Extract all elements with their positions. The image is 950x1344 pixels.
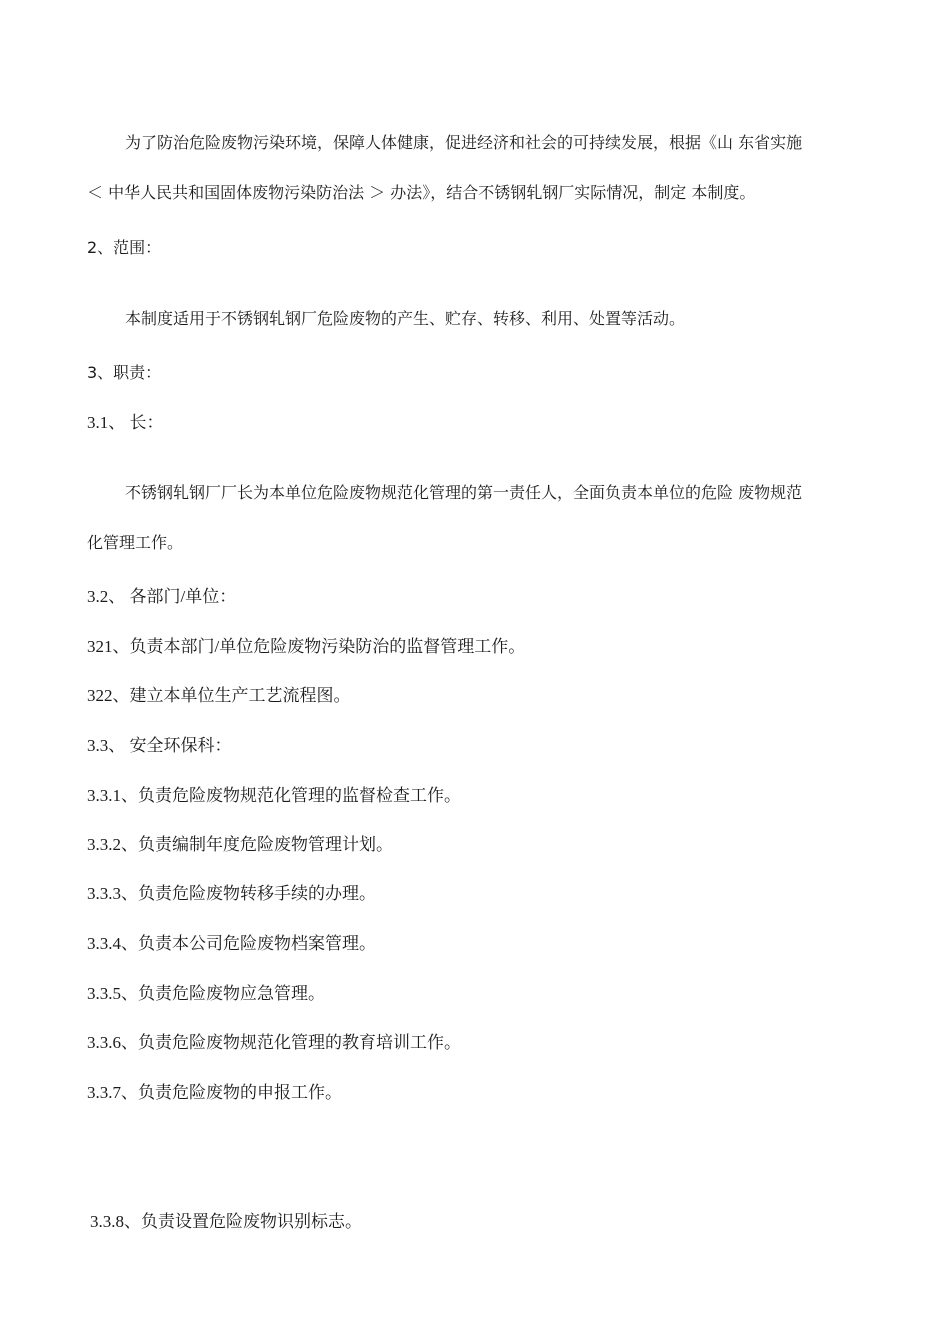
list-item	[87, 1083, 342, 1103]
list-item-text: 3.3.4、负责本公司危险废物档案管理。	[87, 934, 376, 953]
section-3-3-heading-text: 3.3、 安全环保科：	[87, 736, 232, 755]
section-3-2-heading	[87, 587, 236, 607]
purpose-paragraph-line-1: 为了防治危险废物污染环境，保障人体健康，促进经济和社会的可持续发展，根据《山 东省实施	[125, 133, 803, 152]
list-item-text: 322、建立本单位生产工艺流程图。	[87, 686, 351, 705]
list-item	[87, 1033, 461, 1053]
list-item	[87, 786, 461, 806]
list-item-text: 3.3.5、负责危险废物应急管理。	[87, 984, 325, 1003]
section-3-1-heading-text: 3.1、 长：	[87, 413, 164, 432]
list-item	[87, 686, 351, 706]
list-item	[87, 835, 393, 855]
section-3-1-paragraph-line-2: 化管理工作。	[87, 533, 184, 552]
list-item-text: 3.3.7、负责危险废物的申报工作。	[87, 1083, 342, 1102]
section-3-3-heading	[87, 736, 232, 756]
list-item-text: 3.3.1、负责危险废物规范化管理的监督检查工作。	[87, 786, 461, 805]
list-item-text: 321、负责本部门/单位危险废物污染防治的监督管理工作。	[87, 637, 526, 656]
list-item	[87, 637, 525, 657]
list-item	[87, 984, 325, 1004]
list-item	[90, 1212, 362, 1232]
purpose-paragraph-line-2: ＜ 中华人民共和国固体废物污染防治法 ＞ 办法》，结合不锈钢轧钢厂实际情况，制定 本制度。	[87, 183, 756, 202]
list-item-text: 3.3.6、负责危险废物规范化管理的教育培训工作。	[87, 1033, 461, 1052]
section-3-1-heading	[87, 413, 164, 433]
section-3-2-heading-text: 3.2、 各部门/单位：	[87, 587, 237, 606]
section-3-1-paragraph-line-1: 不锈钢轧钢厂厂长为本单位危险废物规范化管理的第一责任人，全面负责本单位的危险 废物规范	[125, 483, 803, 502]
list-item-text: 3.3.8、负责设置危险废物识别标志。	[90, 1212, 362, 1231]
scope-paragraph: 本制度适用于不锈钢轧钢厂危险废物的产生、贮存、转移、利用、处置等活动。	[125, 309, 686, 328]
list-item	[87, 884, 376, 904]
list-item-text: 3.3.2、负责编制年度危险废物管理计划。	[87, 835, 393, 854]
duties-heading: 3、职责：	[87, 363, 162, 382]
list-item-text: 3.3.3、负责危险废物转移手续的办理。	[87, 884, 376, 903]
scope-heading: 2、范围：	[87, 238, 162, 257]
list-item	[87, 934, 376, 954]
